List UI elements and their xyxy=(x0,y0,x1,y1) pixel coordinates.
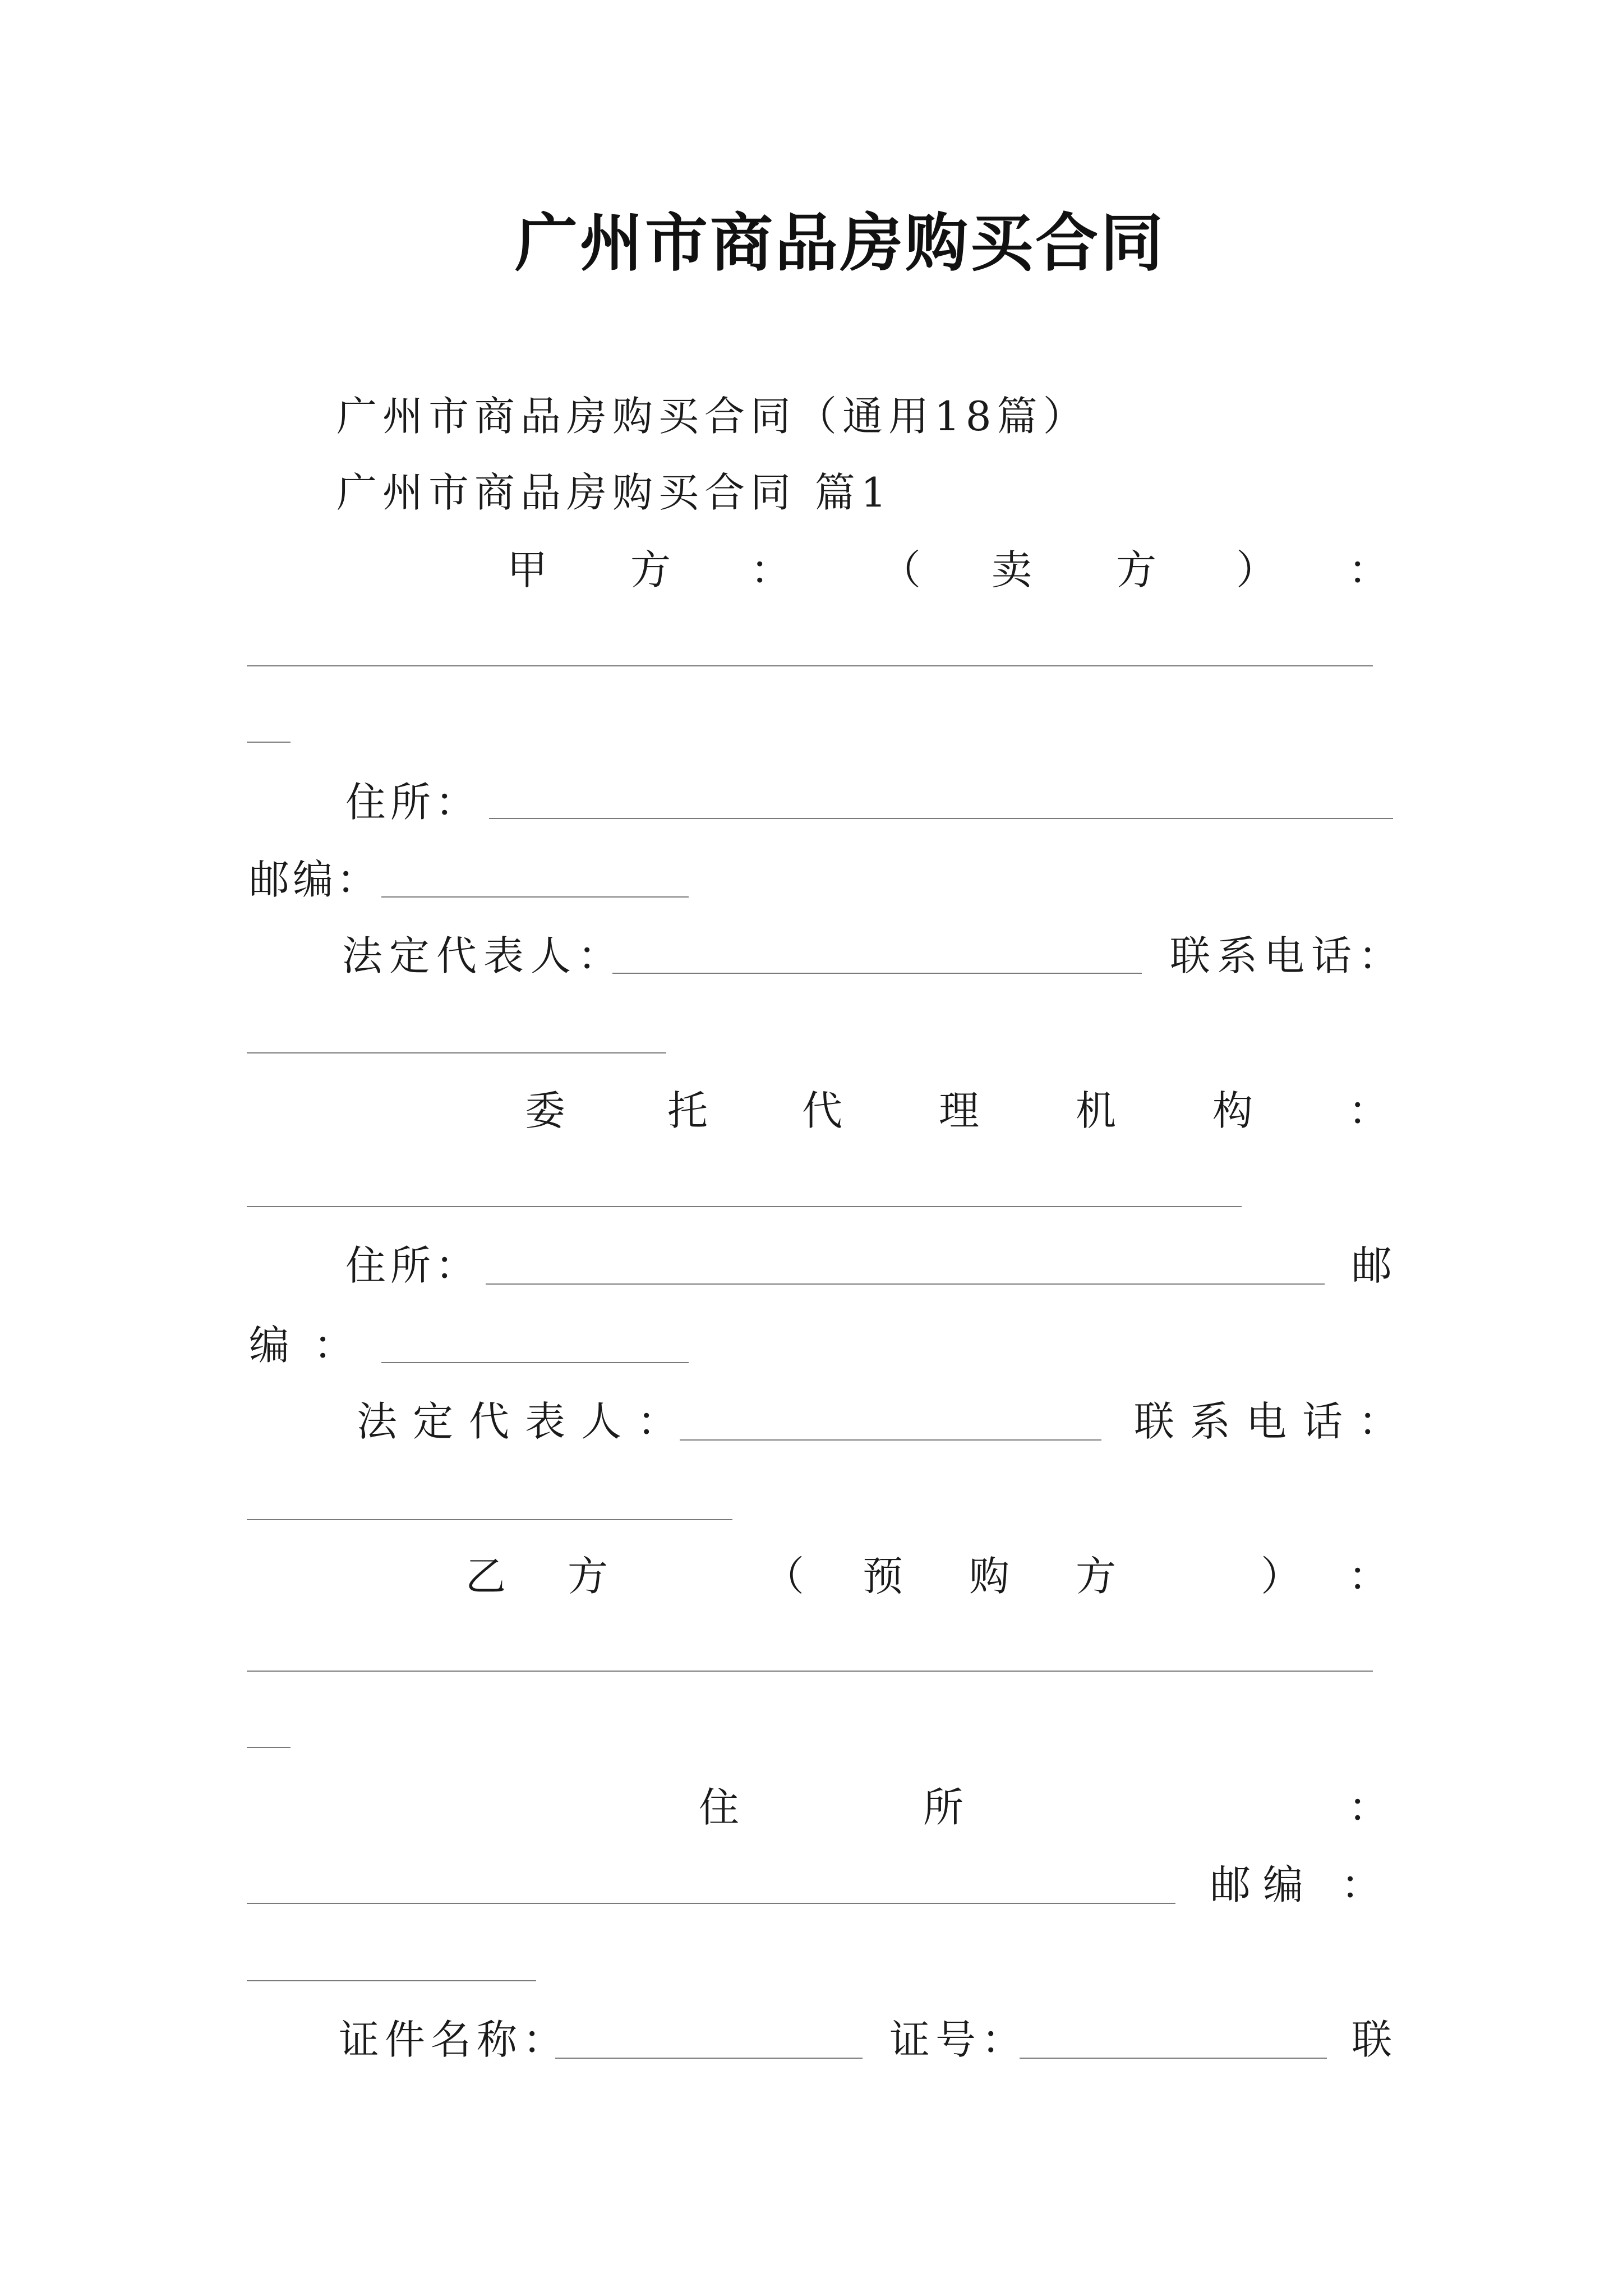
party-b-char: （ xyxy=(764,1553,805,1600)
agency-postcode-label-a: 邮 xyxy=(1352,1242,1397,1289)
party-a-address-blank[interactable] xyxy=(489,818,1393,819)
party-a-phone-label: 联系电话： xyxy=(1170,932,1406,979)
party-b-char: 购 xyxy=(969,1553,1010,1600)
agency-phone-blank[interactable] xyxy=(247,1519,732,1520)
party-b-char: 预 xyxy=(863,1553,903,1600)
agency-address-label: 住所： xyxy=(345,1242,481,1289)
party-b-id-name-blank[interactable] xyxy=(555,2058,863,2059)
party-b-address-char: 所 xyxy=(923,1784,964,1831)
part-heading: 广州市商品房购买合同 篇1 xyxy=(336,469,892,516)
party-a-legal-rep-blank[interactable] xyxy=(612,973,1142,974)
agency-postcode-blank[interactable] xyxy=(381,1362,689,1363)
party-a-address-label: 住所： xyxy=(345,779,481,826)
agency-char: 理 xyxy=(939,1087,980,1134)
party-b-id-name-label: 证件名称： xyxy=(339,2016,569,2063)
party-b-name-blank-cont[interactable] xyxy=(247,1747,291,1748)
party-b-id-number-blank[interactable] xyxy=(1020,2058,1327,2059)
party-b-postcode-blank[interactable] xyxy=(247,1980,536,1981)
agency-char: 托 xyxy=(667,1087,708,1134)
agency-phone-label: 联系电话： xyxy=(1134,1398,1415,1445)
party-b-char: ） xyxy=(1261,1553,1302,1600)
agency-char: 代 xyxy=(802,1087,843,1134)
agency-char: 委 xyxy=(525,1087,566,1134)
party-a-char: （ xyxy=(880,546,921,593)
document-title: 广州市商品房购买合同 xyxy=(515,206,1165,280)
party-a-char: ： xyxy=(1348,546,1389,593)
party-a-char: 甲 xyxy=(507,546,548,593)
party-b-address-blank[interactable] xyxy=(247,1903,1175,1904)
party-a-char: ） xyxy=(1236,546,1277,593)
agency-char: ： xyxy=(1348,1087,1389,1134)
party-b-char: 方 xyxy=(1076,1553,1117,1600)
agency-name-blank[interactable] xyxy=(247,1206,1242,1207)
agency-char: 构 xyxy=(1212,1087,1253,1134)
party-b-postcode-label: 邮编 ： xyxy=(1210,1861,1394,1908)
party-a-postcode-blank[interactable] xyxy=(381,896,689,898)
agency-char: 机 xyxy=(1076,1087,1117,1134)
agency-postcode-label-b: 编 ： xyxy=(249,1322,359,1369)
document-subtitle: 广州市商品房购买合同（通用18篇） xyxy=(336,393,1089,440)
party-a-char: 卖 xyxy=(992,546,1032,593)
party-b-address-char: 住 xyxy=(699,1784,740,1831)
party-b-char: 乙 xyxy=(465,1553,506,1600)
party-b-char: 方 xyxy=(568,1553,608,1600)
party-a-phone-blank[interactable] xyxy=(247,1052,666,1053)
party-a-name-blank[interactable] xyxy=(247,665,1373,666)
party-b-address-char: ： xyxy=(1348,1784,1389,1831)
agency-legal-rep-blank[interactable] xyxy=(680,1439,1101,1441)
party-a-char: 方 xyxy=(1116,546,1157,593)
party-a-postcode-label: 邮编： xyxy=(249,856,381,903)
party-b-name-blank[interactable] xyxy=(247,1671,1373,1672)
agency-legal-rep-label: 法定代表人： xyxy=(357,1398,694,1445)
party-a-char: ： xyxy=(750,546,791,593)
party-a-name-blank-cont[interactable] xyxy=(247,742,291,743)
party-b-id-number-label: 证号： xyxy=(889,2016,1028,2063)
party-a-legal-rep-label: 法定代表人： xyxy=(342,932,625,979)
party-b-char: ： xyxy=(1348,1553,1389,1600)
agency-address-blank[interactable] xyxy=(486,1283,1325,1285)
party-a-char: 方 xyxy=(630,546,671,593)
party-b-contact-label: 联 xyxy=(1352,2016,1397,2063)
